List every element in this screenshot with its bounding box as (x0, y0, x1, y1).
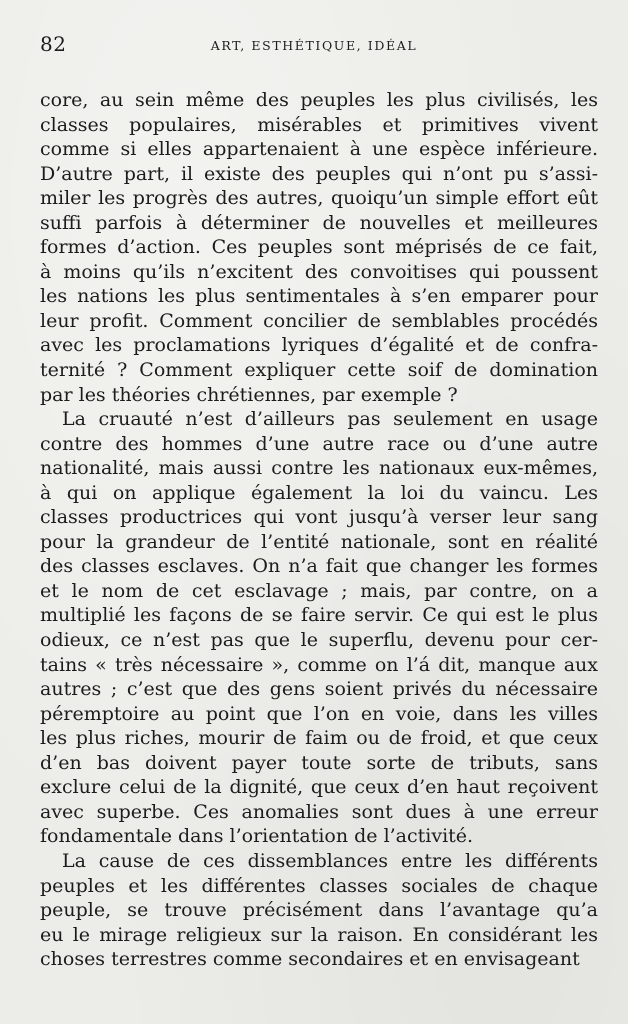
text-line: par les théories chrétiennes, par exemple ? (40, 383, 458, 406)
page-header (40, 32, 588, 58)
text-line: leur profit. Comment concilier de semblables procédés (40, 309, 598, 332)
text-line: péremptoire au point que l’on en voie, dans les villes (40, 702, 598, 725)
text-line: miler les progrès des autres, quoiqu’un simple effort eût (40, 187, 598, 210)
text-line: classes populaires, misérables et primitives vivent (40, 113, 598, 136)
page-number: 82 (40, 32, 67, 56)
body-text (40, 88, 598, 972)
text-line: autres ; c’est que des gens soient privés du nécessaire (40, 678, 598, 701)
text-line: et le nom de cet esclavage ; mais, par contre, on a (40, 579, 598, 602)
text-line: les plus riches, mourir de faim ou de froid, et que ceux (40, 727, 598, 750)
text-line: peuple, se trouve précisément dans l’avantage qu’a (40, 899, 598, 922)
text-line: suffi parfois à déterminer de nouvelles et meilleures (40, 211, 598, 234)
text-line: avec superbe. Ces anomalies sont dues à une erreur (40, 800, 598, 823)
paragraph (40, 407, 598, 849)
text-line: formes d’action. Ces peuples sont méprisés de ce fait, (40, 236, 598, 259)
paragraph (40, 849, 598, 972)
text-line: core, au sein même des peuples les plus civilisés, les (40, 89, 598, 111)
text-line: les nations les plus sentimentales à s’en emparer pour (40, 285, 598, 308)
text-line: nationalité, mais aussi contre les nationaux eux-mêmes, (40, 457, 598, 480)
text-line: choses terrestres comme secondaires et en envisageant (40, 948, 580, 971)
text-line: D’autre part, il existe des peuples qui n’ont pu s’assi- (40, 162, 598, 185)
text-line: multiplié les façons de se faire servir. Ce qui est le plus (40, 604, 598, 627)
text-line: eu le mirage religieux sur la raison. En considérant les (40, 923, 598, 946)
text-line: tains « très nécessaire », comme on l’á dit, manque aux (40, 653, 598, 676)
text-line: comme si elles appartenaient à une espèce inférieure. (40, 138, 598, 161)
text-line: La cruauté n’est d’ailleurs pas seulement en usage (62, 408, 598, 431)
text-line: peuples et les différentes classes sociales de chaque (40, 874, 598, 897)
running-head: ART, ESTHÉTIQUE, IDÉAL (210, 38, 418, 53)
text-line: contre des hommes d’une autre race ou d’une autre (40, 432, 598, 455)
text-line: ternité ? Comment expliquer cette soif de domination (40, 359, 598, 382)
text-line: odieux, ce n’est pas que le superflu, devenu pour cer- (40, 629, 598, 652)
text-line: avec les proclamations lyriques d’égalité et de confra- (40, 334, 598, 357)
text-line: classes productrices qui vont jusqu’à verser leur sang (40, 506, 598, 529)
text-line: pour la grandeur de l’entité nationale, sont en réalité (40, 530, 598, 553)
text-line: fondamentale dans l’orientation de l’activité. (40, 825, 474, 848)
text-line: d’en bas doivent payer toute sorte de tributs, sans (40, 751, 598, 774)
text-line: exclure celui de la dignité, que ceux d’en haut reçoivent (40, 776, 598, 799)
text-line: à moins qu’ils n’excitent des convoitises qui poussent (40, 260, 598, 283)
text-line: des classes esclaves. On n’a fait que changer les formes (40, 555, 598, 578)
text-line: La cause de ces dissemblances entre les différents (62, 849, 598, 872)
paragraph (40, 88, 598, 407)
text-line: à qui on applique également la loi du vaincu. Les (40, 481, 598, 504)
